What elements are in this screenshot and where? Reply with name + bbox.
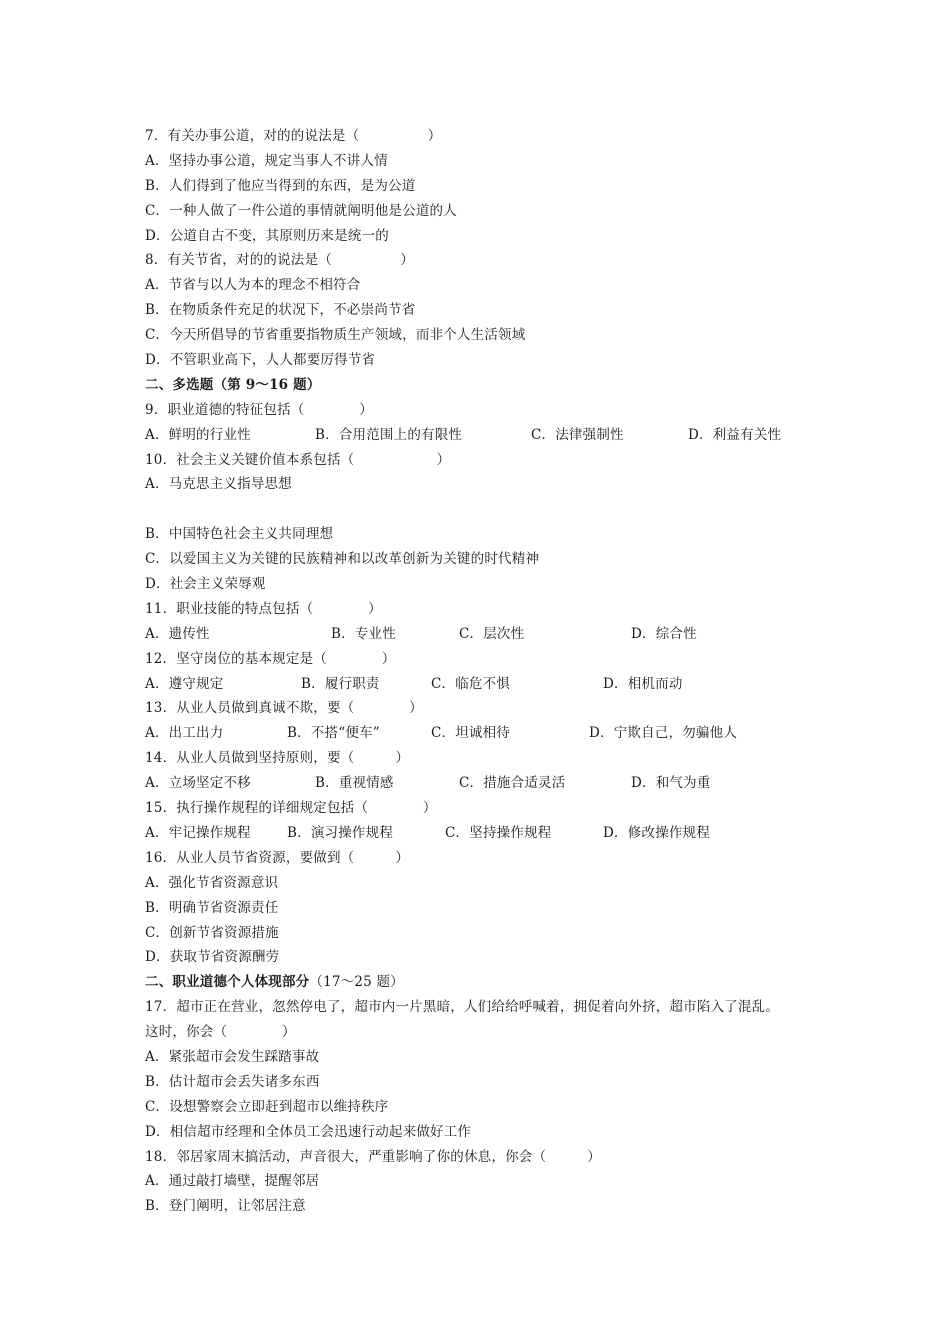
blank-line — [145, 497, 825, 522]
options-row-15 — [145, 821, 825, 846]
option-12b: B．履行职责 — [301, 675, 380, 692]
option-17b: B．估计超市会丢失诸多东西 — [145, 1073, 320, 1090]
question-15: 15．执行操作规程的详细规定包括（ ） — [145, 800, 437, 817]
section-heading-personal-bold: 二、职业道德个人体现部分 — [145, 974, 310, 991]
question-17 — [145, 995, 825, 1045]
option-18b: B．登门阐明，让邻居注意 — [145, 1198, 306, 1215]
option-8d: D．不管职业高下，人人都要厉得节省 — [145, 352, 376, 369]
option-7b: B．人们得到了他应当得到的东西，是为公道 — [145, 177, 416, 194]
option-11d: D．综合性 — [631, 625, 697, 642]
option-7a: A．坚持办事公道，规定当事人不讲人情 — [145, 152, 388, 169]
option-16b: B．明确节省资源责任 — [145, 899, 279, 916]
option-15b: B．演习操作规程 — [287, 824, 394, 841]
option-9d: D．利益有关性 — [688, 426, 782, 443]
option-14c: C．措施合适灵活 — [459, 775, 566, 792]
option-12d: D．相机而动 — [603, 675, 683, 692]
options-row-12 — [145, 672, 825, 697]
option-16c: C．创新节省资源措施 — [145, 924, 279, 941]
question-8: 8．有关节省，对的的说法是（ ） — [145, 252, 415, 269]
option-18a: A．通过敲打墙壁，提醒邻居 — [145, 1173, 320, 1190]
options-row-11 — [145, 622, 825, 647]
question-16: 16．从业人员节省资源，要做到（ ） — [145, 849, 410, 866]
option-13d: D．宁欺自己，勿骗他人 — [589, 725, 738, 742]
option-15d: D．修改操作规程 — [603, 824, 710, 841]
option-12a: A．遵守规定 — [145, 675, 224, 692]
option-13c: C．坦诚相待 — [431, 725, 511, 742]
option-8c: C．今天所倡导的节省重要指物质生产领域，而非个人生活领域 — [145, 327, 526, 344]
question-13: 13．从业人员做到真诚不欺，要（ ） — [145, 700, 423, 717]
option-13a: A．出工出力 — [145, 725, 224, 742]
option-11a: A．遗传性 — [145, 625, 210, 642]
option-15a: A．牢记操作规程 — [145, 824, 251, 841]
option-11c: C．层次性 — [459, 625, 525, 642]
option-7c: C．一种人做了一件公道的事情就阐明他是公道的人 — [145, 202, 457, 219]
option-12c: C．临危不惧 — [431, 675, 511, 692]
question-17-line-1: 17．超市正在营业，忽然停电了，超市内一片黑暗，人们给给呼喊着，拥促着向外挤，超市陷入了混乱。 — [145, 999, 780, 1016]
section-heading-personal — [145, 970, 825, 995]
option-17d: D．相信超市经理和全体员工会迅速行动起来做好工作 — [145, 1123, 472, 1140]
question-14: 14．从业人员做到坚持原则，要（ ） — [145, 750, 410, 767]
option-15c: C．坚持操作规程 — [445, 824, 552, 841]
option-11b: B．专业性 — [331, 625, 396, 642]
question-11: 11．职业技能的特点包括（ ） — [145, 600, 382, 617]
question-10: 10．社会主义关键价值本系包括（ ） — [145, 451, 451, 468]
option-16a: A．强化节省资源意识 — [145, 874, 279, 891]
option-17a: A．紧张超市会发生踩踏事故 — [145, 1048, 320, 1065]
option-17c: C．设想警察会立即赶到超市以维持秩序 — [145, 1098, 389, 1115]
option-9a: A．鲜明的行业性 — [145, 426, 251, 443]
option-7d: D．公道自古不变，其原则历来是统一的 — [145, 227, 389, 244]
options-row-14 — [145, 771, 825, 796]
question-17-line-2: 这时，你会（ ） — [145, 1024, 296, 1041]
option-13b: B．不搭“便车” — [287, 725, 380, 742]
option-10d: D．社会主义荣辱观 — [145, 576, 266, 593]
option-10a: A．马克思主义指导思想 — [145, 476, 292, 493]
exam-page — [145, 124, 825, 1219]
option-9b: B．合用范围上的有限性 — [315, 426, 463, 443]
option-10c: C．以爱国主义为关键的民族精神和以改革创新为关键的时代精神 — [145, 551, 540, 568]
question-12: 12．坚守岗位的基本规定是（ ） — [145, 650, 396, 667]
question-18: 18．邻居家周末搞活动，声音很大，严重影响了你的休息，你会（ ） — [145, 1148, 601, 1165]
option-14b: B．重视情感 — [315, 775, 394, 792]
option-10b: B．中国特色社会主义共同理想 — [145, 526, 334, 543]
section-heading-personal-range: （17～25 题） — [309, 974, 404, 991]
option-14a: A．立场坚定不移 — [145, 775, 251, 792]
section-heading-multiple-choice: 二、多选题（第 9～16 题） — [145, 376, 321, 393]
question-7: 7．有关办事公道，对的的说法是（ ） — [145, 128, 442, 144]
option-8b: B．在物质条件充足的状况下，不必崇尚节省 — [145, 302, 416, 319]
options-row-13 — [145, 721, 825, 746]
option-9c: C．法律强制性 — [531, 426, 624, 443]
question-9: 9．职业道德的特征包括（ ） — [145, 401, 373, 418]
option-14d: D．和气为重 — [631, 775, 711, 792]
options-row-9 — [145, 423, 825, 448]
option-16d: D．获取节省资源酬劳 — [145, 949, 280, 966]
option-8a: A．节省与以人为本的理念不相符合 — [145, 277, 361, 294]
